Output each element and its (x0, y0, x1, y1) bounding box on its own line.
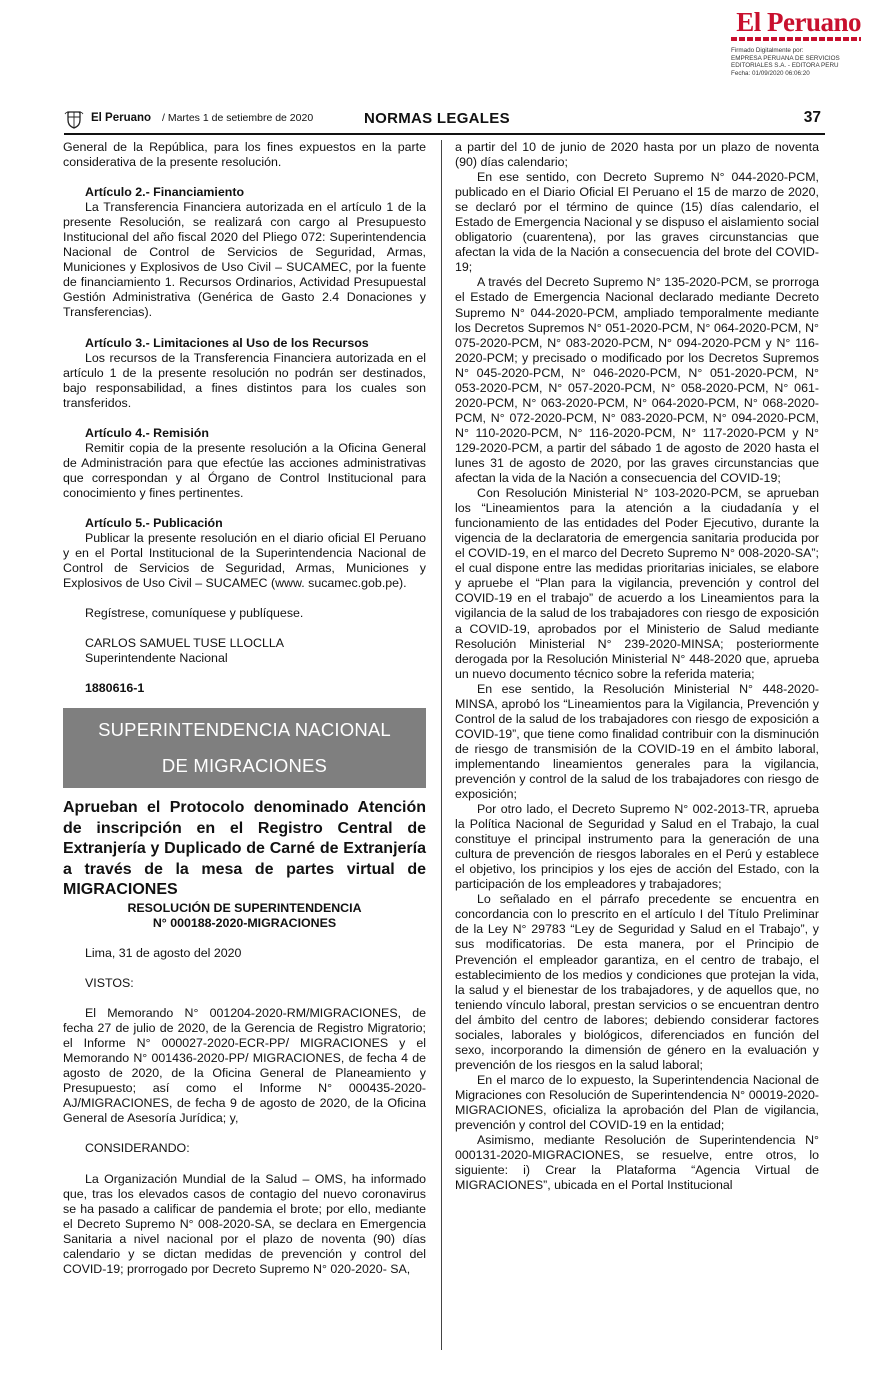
header-rule (64, 133, 825, 135)
publication-code: 1880616-1 (85, 681, 145, 696)
logo-flag-stripe (731, 37, 861, 41)
article-heading: Artículo 5.- Publicación (85, 515, 223, 530)
paragraph: Con Resolución Ministerial N° 103-2020-PCM, se aprueban los “Lineamientos para la atención a la ciudadanía y el funcionamiento de las entidades del Poder Ejecutivo, durante la vigencia de la declaratoria de emergencia sanitaria producida por el COVID-19, en el marco del Decreto Supremo N° 008-2020-SA”; el cual dispone entre las medidas prioritarias iniciales, se elabore y apruebe el “Plan para la vigilancia, prevención y control del COVID-19 en el trabajo” de acuerdo a los Lineamientos para la vigilancia de la salud de los trabajadores con riesgo de exposición a COVID-19, aprobados por el Ministerio de Salud mediante Resolución Ministerial N° 239-2020-MINSA; posteriormente derogada por la Resolución Ministerial N° 448-2020 que, aprueba un nuevo documento técnico sobre la referida materia; (455, 486, 819, 681)
column-divider (441, 140, 442, 1350)
paragraph: Por otro lado, el Decreto Supremo N° 002-2013-TR, aprueba la Política Nacional de Seguridad y Salud en el Trabajo, la cual constituye el principal instrumento para la generación de una cultura de prevención de riesgos laborales en el Perú y establece el objetivo, los principios y los ejes de acción del Estado, con la participación de los empleadores y trabajadores; (455, 802, 819, 892)
resolution-number: N° 000188-2020-MIGRACIONES (152, 915, 337, 930)
header-date: / Martes 1 de setiembre de 2020 (162, 112, 314, 124)
paragraph: a partir del 10 de junio de 2020 hasta por un plazo de noventa (90) días calendario; (455, 140, 819, 170)
paragraph: El Memorando N° 001204-2020-RM/MIGRACIONES, de fecha 27 de julio de 2020, de la Gerencia de Registro Migratorio; el Informe N° 000027-2020-ECR-PP/ MIGRACIONES y el Memorando N° 001436-2020-PP/ MIGRACIONES, de fecha 4 de agosto de 2020, de la Oficina General de Planeamiento y Presupuesto; así como el Informe N° 000435-2020-AJ/MIGRACIONES, de fecha 9 de agosto de 2020, de la Oficina General de Asesoría Jurídica; y, (63, 1006, 426, 1126)
paragraph: Los recursos de la Transferencia Financiera autorizada en el artículo 1 de la presente resolución no podrán ser destinados, bajo responsabilidad, a fines distintos para los cuales son transferidos. (63, 350, 426, 410)
page-header (64, 108, 825, 132)
section-heading: CONSIDERANDO: (85, 1141, 190, 1156)
section-heading: VISTOS: (85, 976, 134, 991)
left-column (63, 140, 426, 1277)
digital-signature (731, 47, 861, 77)
paragraph: La Transferencia Financiera autorizada en el artículo 1 de la presente Resolución, se realizará con cargo al Presupuesto Institucional del año fiscal 2020 del Pliego 072: Superintendencia Nacional de Control de Servicios de Seguridad, Armas, Municiones y Explosivos de Uso Civil – SUCAMEC, por la fuente de financiamiento 1. Recursos Ordinarios, Actividad Presupuestal Gestión Administrativa (Genérica de Gasto 2.4 Donaciones y Transferencias). (63, 200, 426, 320)
paragraph: En ese sentido, la Resolución Ministerial N° 448-2020-MINSA, aprobó los “Lineamientos para la Vigilancia, Prevención y Control de la salud de los trabajadores con riesgo de exposición a COVID-19”, que tiene como finalidad contribuir con la disminución de riesgo de transmisión de la COVID-19 en el ámbito laboral, implementando lineamientos generales para la vigilancia, prevención y control de la salud de los trabajadores con riesgo de exposición; (455, 681, 819, 802)
paragraph: Asimismo, mediante Resolución de Superintendencia N° 000131-2020-MIGRACIONES, se resuelve, entre otros, lo siguiente: i) Crear la Plataforma “Agencia Virtual de MIGRACIONES”, ubicada en el Portal Institucional (455, 1133, 819, 1193)
signer-name: CARLOS SAMUEL TUSE LLOCLLA (85, 636, 285, 651)
signature-line: EDITORIALES S.A. - EDITORA PERU (731, 62, 839, 70)
institution-banner (63, 708, 426, 788)
header-brand: El Peruano (91, 112, 152, 124)
coat-of-arms-icon (64, 109, 84, 129)
resolution-title: Aprueban el Protocolo denominado Atención de inscripción en el Registro Central de Extranjería y Duplicado de Carné de Extranjería a través de la mesa de partes virtual de MIGRACIONES (63, 799, 426, 899)
article-heading: Artículo 3.- Limitaciones al Uso de los Recursos (85, 335, 369, 350)
signature-line: Firmado Digitalmente por: (731, 47, 804, 54)
paragraph: La Organización Mundial de la Salud – OMS, ha informado que, tras los elevados casos de contagio del nuevo coronavirus se ha pasado a calificar de pandemia el brote; por ello, mediante el Decreto Supremo N° 008-2020-SA, se declara en Emergencia Sanitaria a nivel nacional por el plazo de noventa (90) días calendario y se dictan medidas de prevención y control del COVID-19; prorrogado por Decreto Supremo N° 020-2020- SA, (63, 1171, 426, 1276)
place-date: Lima, 31 de agosto del 2020 (85, 946, 242, 960)
right-column (455, 140, 819, 1193)
closing-formula: Regístrese, comuníquese y publíquese. (85, 606, 304, 621)
signature-line: EMPRESA PERUANA DE SERVICIOS (731, 54, 840, 62)
paragraph: Lo señalado en el párrafo precedente se encuentra en concordancia con lo prescrito en el artículo I del Título Preliminar de la Ley N° 29783 “Ley de Seguridad y Salud en el Trabajo”, y sus modificatorias. De esta manera, por el Principio de Prevención el empleador garantiza, en el centro de trabajo, el establecimiento de los medios y condiciones que protejan la vida, la salud y el bienestar de los trabajadores, y de aquellos que, no teniendo vínculo laboral, prestan servicios o se encuentran dentro del ámbito del centro de labores; debiendo considerar factores sociales, laborales y biológicos, diferenciados en función del sexo, incorporando la dimensión de género en la evaluación y prevención de los riesgos en la salud laboral; (455, 892, 819, 1072)
paragraph: A través del Decreto Supremo N° 135-2020-PCM, se prorroga el Estado de Emergencia Nacional declarado mediante Decreto Supremo N° 044-2020-PCM, ampliado temporalmente mediante los Decretos Supremos N° 051-2020-PCM, N° 064-2020-PCM, N° 075-2020-PCM, N° 083-2020-PCM, N° 094-2020-PCM y N° 116-2020-PCM; y precisado o modificado por los Decretos Supremos N° 045-2020-PCM, N° 046-2020-PCM, N° 051-2020-PCM, N° 053-2020-PCM, N° 057-2020-PCM, N° 058-2020-PCM, N° 061-2020-PCM, N° 063-2020-PCM, N° 064-2020-PCM, N° 068-2020-PCM, N° 072-2020-PCM, N° 083-2020-PCM, N° 094-2020-PCM, N° 110-2020-PCM, N° 116-2020-PCM, N° 117-2020-PCM y N° 129-2020-PCM, a partir del sábado 1 de agosto de 2020 hasta el lunes 31 de agosto de 2020, por las graves circunstancias que afectan la vida de la Nación a consecuencia del COVID-19; (455, 275, 819, 486)
paragraph: En el marco de lo expuesto, la Superintendencia Nacional de Migraciones con Resolución de Superintendencia N° 00019-2020-MIGRACIONES, oficializa la aprobación del Plan de vigilancia, prevención y control del COVID-19 en la entidad; (455, 1072, 819, 1133)
page-number: 37 (803, 109, 821, 126)
signer-role: Superintendente Nacional (85, 651, 228, 666)
article-heading: Artículo 4.- Remisión (85, 425, 209, 440)
banner-line: DE MIGRACIONES (161, 755, 328, 777)
article-heading: Artículo 2.- Financiamiento (85, 185, 245, 200)
paragraph: En ese sentido, con Decreto Supremo N° 044-2020-PCM, publicado en el Diario Oficial El Peruano el 15 de marzo de 2020, se declaró por el término de quince (15) días calendario, el Estado de Emergencia Nacional y se dispuso el aislamiento social obligatorio (cuarentena), por las graves circunstancias que afectan la vida de la Nación a consecuencia del brote del COVID-19; (455, 170, 819, 275)
el-peruano-logo (711, 8, 861, 41)
signature-line: Fecha: 01/09/2020 06:06:20 (731, 69, 810, 77)
resolution-heading: RESOLUCIÓN DE SUPERINTENDENCIA (127, 900, 362, 915)
paragraph: General de la República, para los fines expuestos en la parte considerativa de la presente resolución. (63, 140, 426, 170)
banner-line: SUPERINTENDENCIA NACIONAL (98, 719, 391, 741)
paragraph: Remitir copia de la presente resolución a la Oficina General de Administración para que efectúe las acciones administrativas que correspondan y al Órgano de Control Institucional para conocimiento y fines pertinentes. (63, 440, 426, 500)
logo-text: El Peruano (736, 7, 861, 37)
paragraph: Publicar la presente resolución en el diario oficial El Peruano y en el Portal Institucional de la Superintendencia Nacional de Control de Servicios de Seguridad, Armas, Municiones y Explosivos de Uso Civil – SUCAMEC (www. sucamec.gob.pe). (63, 531, 426, 591)
header-section: NORMAS LEGALES (364, 110, 510, 127)
